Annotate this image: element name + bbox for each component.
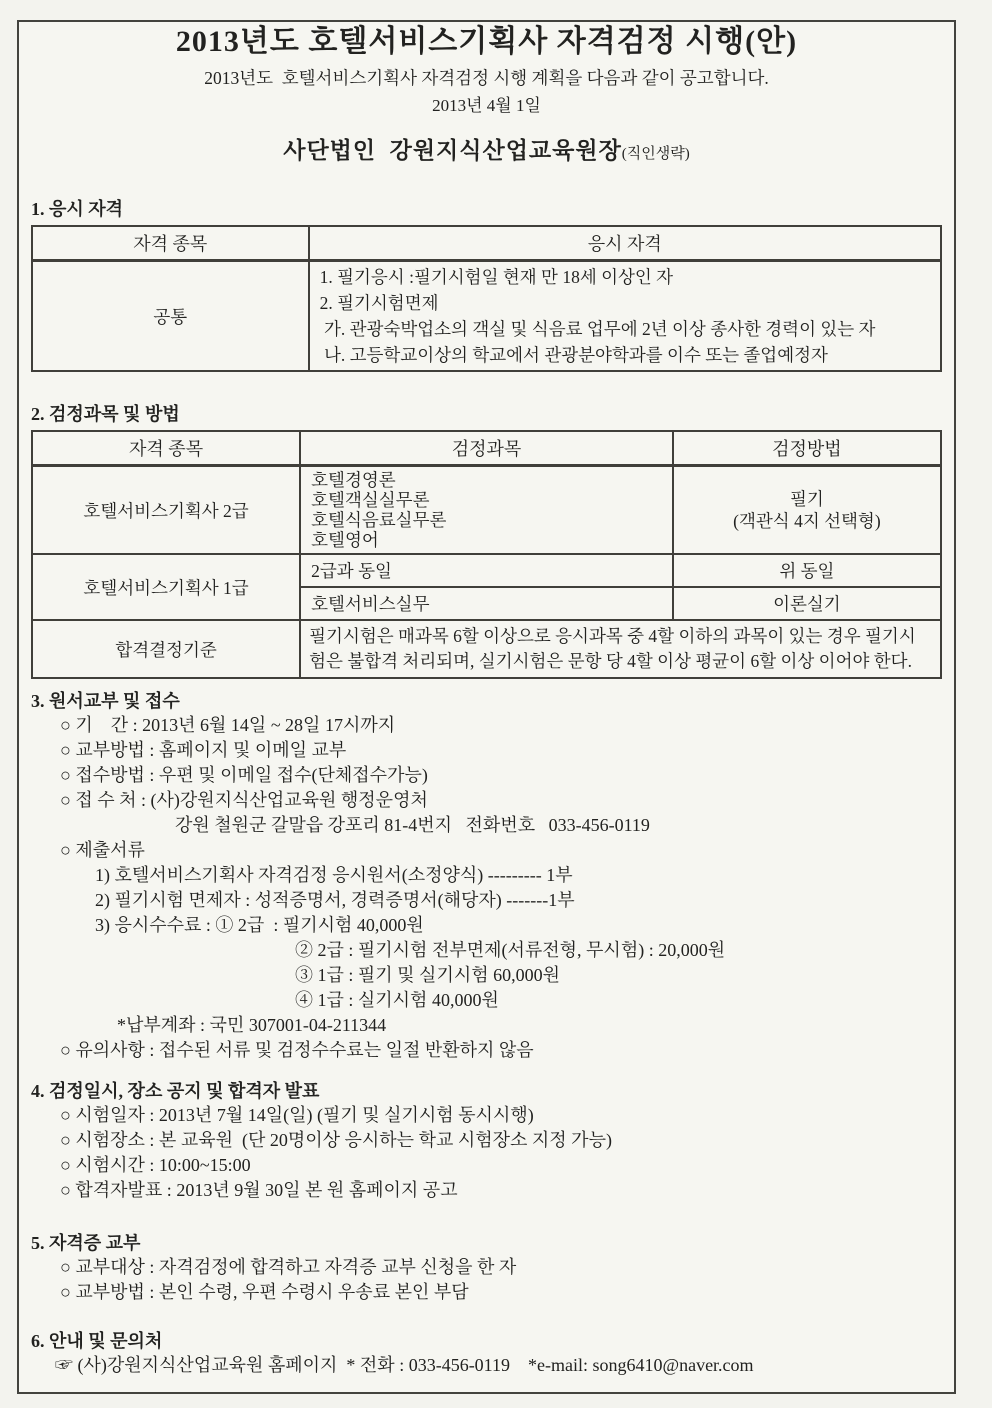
pointing-hand-icon: ☞	[55, 1355, 73, 1375]
grade1-category-cell: 호텔서비스기획사 1급	[32, 554, 300, 620]
eligibility-category-cell: 공통	[32, 261, 309, 372]
doc-line-apply-office: ○ 접 수 처 : (사)강원지식산업교육원 행정운영처	[60, 790, 428, 810]
grade1-subject-cell: 2급과 동일	[300, 554, 673, 587]
section5-heading: 5. 자격증 교부	[31, 1233, 141, 1253]
table-header-row	[32, 226, 941, 261]
doc-line-exam-place: ○ 시험장소 : 본 교육원 (단 20명이상 응시하는 학교 시험장소 지정 가능)	[60, 1130, 612, 1150]
subject-line: 호텔객실실무론	[311, 490, 430, 510]
qualification-line: 2. 필기시험면제	[319, 293, 439, 313]
subjects-col2-header: 검정과목	[300, 431, 673, 466]
doc-line-issue-method: ○ 교부방법 : 홈페이지 및 이메일 교부	[60, 740, 347, 760]
issuer-line	[31, 136, 942, 169]
contact-line	[31, 1353, 942, 1378]
qualification-line: 1. 필기응시 :필기시험일 현재 만 18세 이상인 자	[319, 267, 674, 287]
method-line: (객관식 4지 선택형)	[733, 511, 881, 531]
doc-title: 2013년도 호텔서비스기획사 자격검정 시행(안)	[175, 25, 798, 58]
doc-line-document-1: 1) 호텔서비스기획사 자격검정 응시원서(소정양식) --------- 1부	[95, 865, 573, 885]
doc-line-cert-method: ○ 교부방법 : 본인 수령, 우편 수령시 우송료 본인 부담	[60, 1282, 469, 1302]
doc-line-fee-4: ④ 1급 : 실기시험 40,000원	[295, 990, 499, 1010]
eligibility-col1-header: 자격 종목	[32, 226, 309, 261]
grade2-category-cell: 호텔서비스기획사 2급	[32, 466, 300, 555]
eligibility-col2-header: 응시 자격	[309, 226, 941, 261]
section3-heading: 3. 원서교부 및 접수	[31, 691, 180, 711]
eligibility-detail-cell	[309, 261, 941, 372]
subject-line: 호텔식음료실무론	[311, 510, 447, 530]
method-line: 필기	[790, 489, 824, 509]
grade1-method-cell: 이론실기	[673, 587, 941, 620]
issuer-name: 사단법인 강원지식산업교육원장	[283, 138, 622, 163]
grade2-method-cell	[673, 466, 941, 555]
subjects-table	[31, 430, 942, 679]
doc-line-fee-2: ② 2급 : 필기시험 전부면제(서류전형, 무시험) : 20,000원	[295, 940, 726, 960]
section2-heading: 2. 검정과목 및 방법	[31, 404, 180, 424]
qualification-line: 나. 고등학교이상의 학교에서 관광분야학과를 이수 또는 졸업예정자	[319, 345, 828, 365]
table-header-row	[32, 431, 941, 466]
grade2-row	[32, 466, 941, 555]
doc-line-exam-time: ○ 시험시간 : 10:00~15:00	[60, 1155, 251, 1175]
subject-line: 호텔영어	[311, 530, 379, 550]
doc-subtitle: 2013년도 호텔서비스기획사 자격검정 시행 계획을 다음과 같이 공고합니다.	[204, 68, 769, 88]
doc-line-documents: ○ 제출서류	[60, 840, 145, 860]
announce-date: 2013년 4월 1일	[432, 96, 541, 115]
section6-heading: 6. 안내 및 문의처	[31, 1331, 163, 1351]
subjects-col1-header: 자격 종목	[32, 431, 300, 466]
pass-criteria-row	[32, 620, 941, 678]
subjects-col3-header: 검정방법	[673, 431, 941, 466]
grade1-row-1	[32, 554, 941, 587]
grade2-subjects-cell	[300, 466, 673, 555]
pass-criteria-text: 필기시험은 매과목 6할 이상으로 응시과목 중 4할 이하의 과목이 있는 경우 필기시험은 불합격 처리되며, 실기시험은 문항 당 4할 이상 평균이 6할 이상 이어야 한다.	[300, 620, 941, 678]
grade1-subject-cell: 호텔서비스실무	[300, 587, 673, 620]
doc-line-apply-method: ○ 접수방법 : 우편 및 이메일 접수(단체접수가능)	[60, 765, 428, 785]
grade1-method-cell: 위 동일	[673, 554, 941, 587]
doc-line-fee-3: ③ 1급 : 필기 및 실기시험 60,000원	[295, 965, 560, 985]
qualification-line: 가. 관광숙박업소의 객실 및 식음료 업무에 2년 이상 종사한 경력이 있는 자	[319, 319, 876, 339]
doc-line-document-2: 2) 필기시험 면제자 : 성적증명서, 경력증명서(해당자) -------1부	[95, 890, 575, 910]
issuer-seal-note: (직인생략)	[621, 146, 690, 162]
contact-text: (사)강원지식산업교육원 홈페이지 * 전화 : 033-456-0119 *e-mail: song6410@naver.com	[73, 1355, 754, 1375]
doc-line-result-date: ○ 합격자발표 : 2013년 9월 30일 본 원 홈페이지 공고	[60, 1180, 458, 1200]
section1-heading: 1. 응시 자격	[31, 199, 124, 219]
pass-criteria-category-cell: 합격결정기준	[32, 620, 300, 678]
document-page	[17, 20, 956, 1394]
eligibility-table	[31, 225, 942, 372]
eligibility-row	[32, 261, 941, 372]
doc-line-bank-account: *납부계좌 : 국민 307001-04-211344	[117, 1015, 387, 1035]
doc-line-address: 강원 철원군 갈말읍 강포리 81-4번지 전화번호 033-456-0119	[175, 815, 650, 835]
doc-line-exam-date: ○ 시험일자 : 2013년 7월 14일(일) (필기 및 실기시험 동시시행)	[60, 1105, 534, 1125]
subject-line: 호텔경영론	[311, 470, 396, 490]
doc-line-cert-target: ○ 교부대상 : 자격검정에 합격하고 자격증 교부 신청을 한 자	[60, 1257, 517, 1277]
doc-line-period: ○ 기 간 : 2013년 6월 14일 ~ 28일 17시까지	[60, 715, 396, 735]
doc-line-fee: 3) 응시수수료 : ① 2급 : 필기시험 40,000원	[95, 915, 424, 935]
doc-line-notice: ○ 유의사항 : 접수된 서류 및 검정수수료는 일절 반환하지 않음	[60, 1040, 534, 1060]
section4-heading: 4. 검정일시, 장소 공지 및 합격자 발표	[31, 1081, 320, 1101]
